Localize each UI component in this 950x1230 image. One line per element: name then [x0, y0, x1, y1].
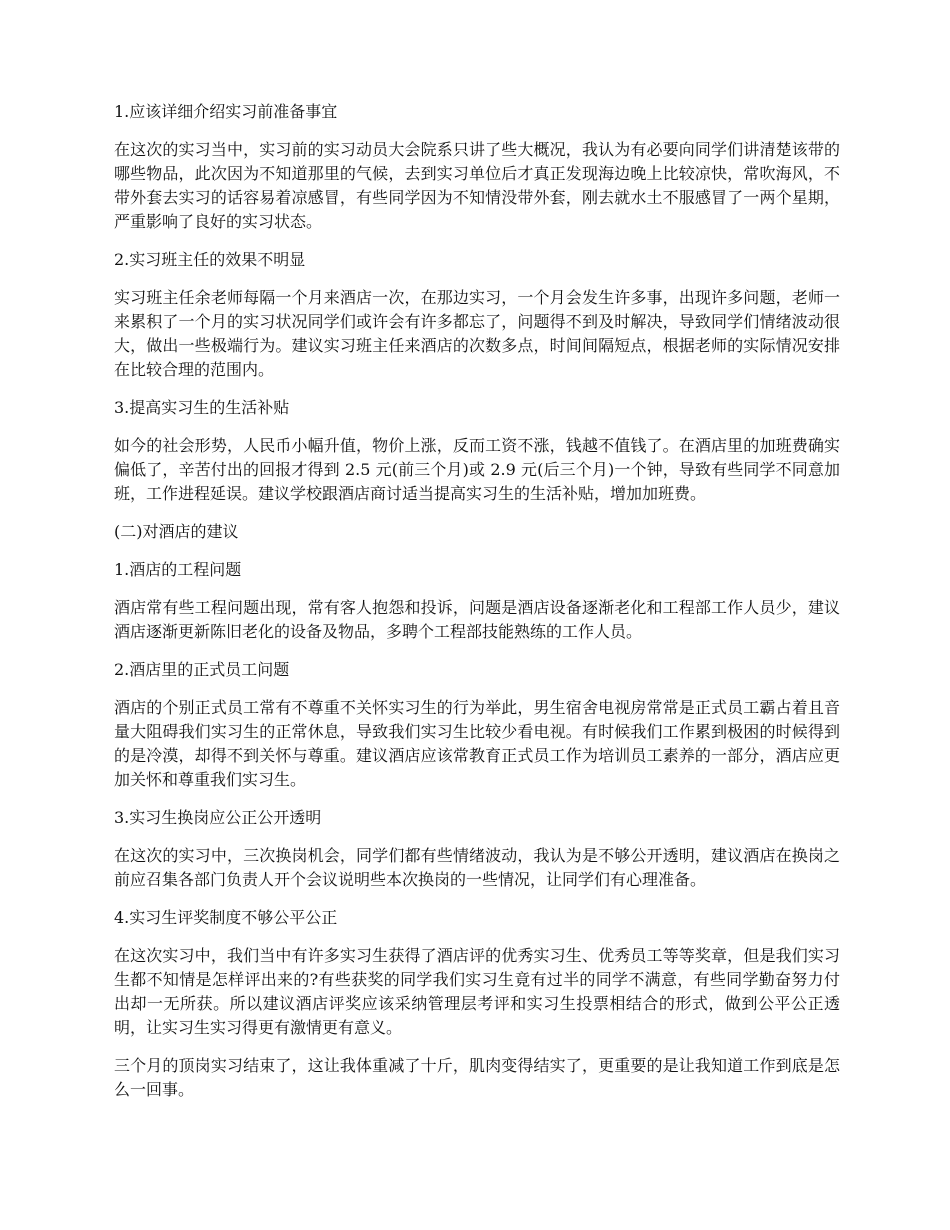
closing-paragraph: 三个月的顶岗实习结束了，这让我体重减了十斤，肌肉变得结实了，更重要的是让我知道工作到底是怎么一回事。 — [114, 1056, 840, 1099]
section-heading: 4.实习生评奖制度不够公平公正 — [114, 908, 338, 927]
section-heading: 1.应该详细介绍实习前准备事宜 — [114, 102, 338, 121]
body-paragraph: 如今的社会形势，人民币小幅升值，物价上涨，反而工资不涨，钱越不值钱了。在酒店里的加班费确实偏低了，辛苦付出的回报才得到 2.5 元(前三个月)或 2.9 元(后三个月)一个钟，导致有些同学不同意加班，工作进程延误。建议学校跟酒店商讨适当提高实习生的生活补贴，增加加班费。 — [114, 436, 840, 503]
chapter-heading: (二)对酒店的建议 — [114, 522, 239, 541]
body-paragraph: 在这次的实习中，三次换岗机会，同学们都有些情绪波动，我认为是不够公开透明，建议酒店在换岗之前应召集各部门负责人开个会议说明些本次换岗的一些情况，让同学们有心理准备。 — [114, 846, 840, 889]
section-heading: 3.提高实习生的生活补贴 — [114, 398, 290, 417]
body-paragraph: 在这次的实习当中，实习前的实习动员大会院系只讲了些大概况，我认为有必要向同学们讲清楚该带的哪些物品，此次因为不知道那里的气候，去到实习单位后才真正发现海边晚上比较凉快，常吹海风，不带外套去实习的话容易着凉感冒，有些同学因为不知情没带外套，刚去就水土不服感冒了一两个星期，严重影响了良好的实习状态。 — [114, 140, 840, 231]
section-heading: 3.实习生换岗应公正公开透明 — [114, 808, 322, 827]
body-paragraph: 在这次实习中，我们当中有许多实习生获得了酒店评的优秀实习生、优秀员工等等奖章，但是我们实习生都不知情是怎样评出来的?有些获奖的同学我们实习生竟有过半的同学不满意，有些同学勤奋努力付出却一无所获。所以建议酒店评奖应该采纳管理层考评和实习生投票相结合的形式，做到公平公正透明，让实习生实习得更有激情更有意义。 — [114, 946, 840, 1037]
section-heading: 2.实习班主任的效果不明显 — [114, 250, 306, 269]
body-paragraph: 实习班主任余老师每隔一个月来酒店一次，在那边实习，一个月会发生许多事，出现许多问题，老师一来累积了一个月的实习状况同学们或许会有许多都忘了，问题得不到及时解决，导致同学们情绪波动很大，做出一些极端行为。建议实习班主任来酒店的次数多点，时间间隔短点，根据老师的实际情况安排在比较合理的范围内。 — [114, 288, 840, 379]
section-heading: 2.酒店里的正式员工问题 — [114, 660, 290, 679]
document-page — [114, 100, 840, 1116]
section-heading: 1.酒店的工程问题 — [114, 560, 242, 579]
body-paragraph: 酒店的个别正式员工常有不尊重不关怀实习生的行为举此，男生宿舍电视房常常是正式员工霸占着且音量大阻碍我们实习生的正常休息，导致我们实习生比较少看电视。有时候我们工作累到极困的时候得到的是冷漠，却得不到关怀与尊重。建议酒店应该常教育正式员工作为培训员工素养的一部分，酒店应更加关怀和尊重我们实习生。 — [114, 698, 840, 789]
body-paragraph: 酒店常有些工程问题出现，常有客人抱怨和投诉，问题是酒店设备逐渐老化和工程部工作人员少，建议酒店逐渐更新陈旧老化的设备及物品，多聘个工程部技能熟练的工作人员。 — [114, 598, 840, 641]
